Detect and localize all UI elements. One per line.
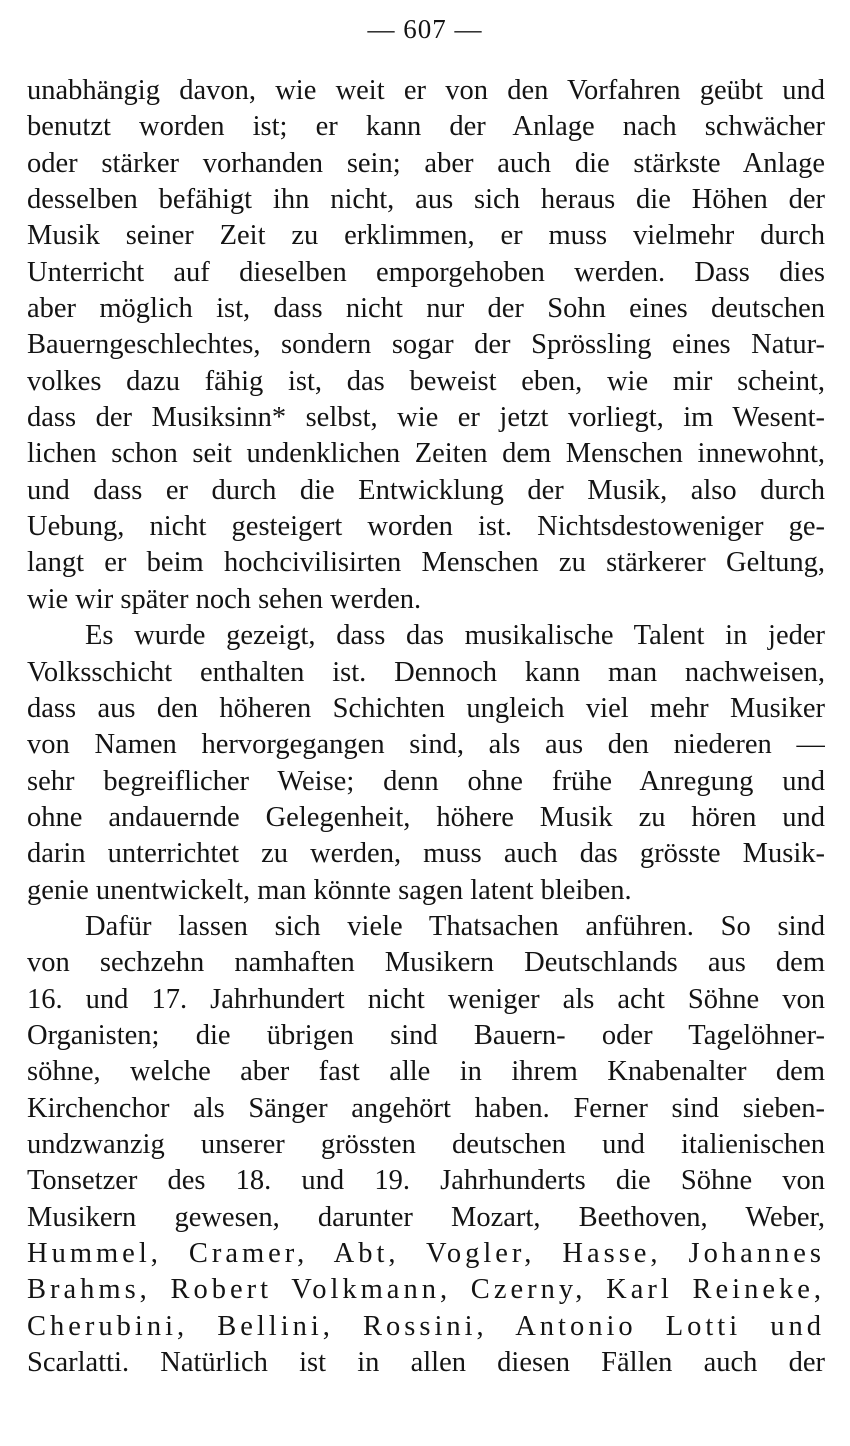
text-line: Es wurde gezeigt, dass das musikalische Talent in jeder — [85, 620, 825, 652]
text-line: undzwanzig unserer grössten deutschen und italienischen — [27, 1128, 825, 1160]
text-line: Musik seiner Zeit zu erklimmen, er muss vielmehr durch — [27, 220, 825, 252]
text-line: und dass er durch die Entwicklung der Musik, also durch — [27, 474, 825, 506]
text-line: langt er beim hochcivilisirten Menschen zu stärkerer Geltung, — [27, 547, 825, 579]
text-line: Cherubini, Bellini, Rossini, Antonio Lotti und — [27, 1310, 825, 1342]
text-line: darin unterrichtet zu werden, muss auch das grösste Musik- — [27, 838, 825, 870]
text-line: söhne, welche aber fast alle in ihrem Knabenalter dem — [27, 1056, 825, 1088]
text-line: Brahms, Robert Volkmann, Czerny, Karl Reineke, — [27, 1274, 825, 1306]
text-line: ohne andauernde Gelegenheit, höhere Musik zu hören und — [27, 801, 825, 833]
text-line: genie unentwickelt, man könnte sagen latent bleiben. — [27, 874, 632, 906]
text-line: Unterricht auf dieselben emporgehoben werden. Dass dies — [27, 256, 825, 288]
text-line: sehr begreiflicher Weise; denn ohne frühe Anregung und — [27, 765, 825, 797]
text-line: Dafür lassen sich viele Thatsachen anführen. So sind — [85, 910, 825, 942]
text-line: volkes dazu fähig ist, das beweist eben, wie mir scheint, — [27, 365, 825, 397]
body-text — [27, 73, 825, 1381]
text-line: Musikern gewesen, darunter Mozart, Beethoven, Weber, — [27, 1201, 825, 1233]
text-line: von sechzehn namhaften Musikern Deutschlands aus dem — [27, 947, 825, 979]
text-line: Volksschicht enthalten ist. Dennoch kann man nachweisen, — [27, 656, 825, 688]
text-line: Hummel, Cramer, Abt, Vogler, Hasse, Johannes — [27, 1238, 825, 1269]
paragraph-1 — [27, 73, 825, 618]
text-line: unabhängig davon, wie weit er von den Vorfahren geübt und — [27, 75, 825, 106]
text-line: Bauerngeschlechtes, sondern sogar der Sprössling eines Natur- — [27, 329, 825, 361]
text-line: dass aus den höheren Schichten ungleich viel mehr Musiker — [27, 692, 825, 724]
text-line: desselben befähigt ihn nicht, aus sich heraus die Höhen der — [27, 184, 825, 216]
paragraph-2 — [27, 618, 825, 909]
text-line: oder stärker vorhanden sein; aber auch die stärkste Anlage — [27, 147, 825, 179]
text-line: Organisten; die übrigen sind Bauern- oder Tagelöhner- — [27, 1019, 825, 1051]
paragraph-3 — [27, 909, 825, 1381]
text-line: dass der Musiksinn* selbst, wie er jetzt vorliegt, im Wesent- — [27, 402, 825, 434]
text-line: von Namen hervorgegangen sind, als aus den niederen — — [27, 729, 825, 761]
text-line: Tonsetzer des 18. und 19. Jahrhunderts die Söhne von — [27, 1165, 825, 1197]
text-line: Scarlatti. Natürlich ist in allen diesen Fällen auch der — [27, 1347, 825, 1379]
text-line: aber möglich ist, dass nicht nur der Sohn eines deutschen — [27, 293, 825, 325]
text-line: Uebung, nicht gesteigert worden ist. Nichtsdestoweniger ge- — [27, 511, 825, 543]
text-line: Kirchenchor als Sänger angehört haben. Ferner sind sieben- — [27, 1092, 825, 1124]
text-line: benutzt worden ist; er kann der Anlage nach schwächer — [27, 111, 825, 143]
text-line: lichen schon seit undenklichen Zeiten dem Menschen innewohnt, — [27, 438, 825, 470]
text-line: wie wir später noch sehen werden. — [27, 583, 422, 615]
text-line: 16. und 17. Jahrhundert nicht weniger als acht Söhne von — [27, 983, 825, 1015]
page-number: — 607 — — [367, 14, 483, 44]
